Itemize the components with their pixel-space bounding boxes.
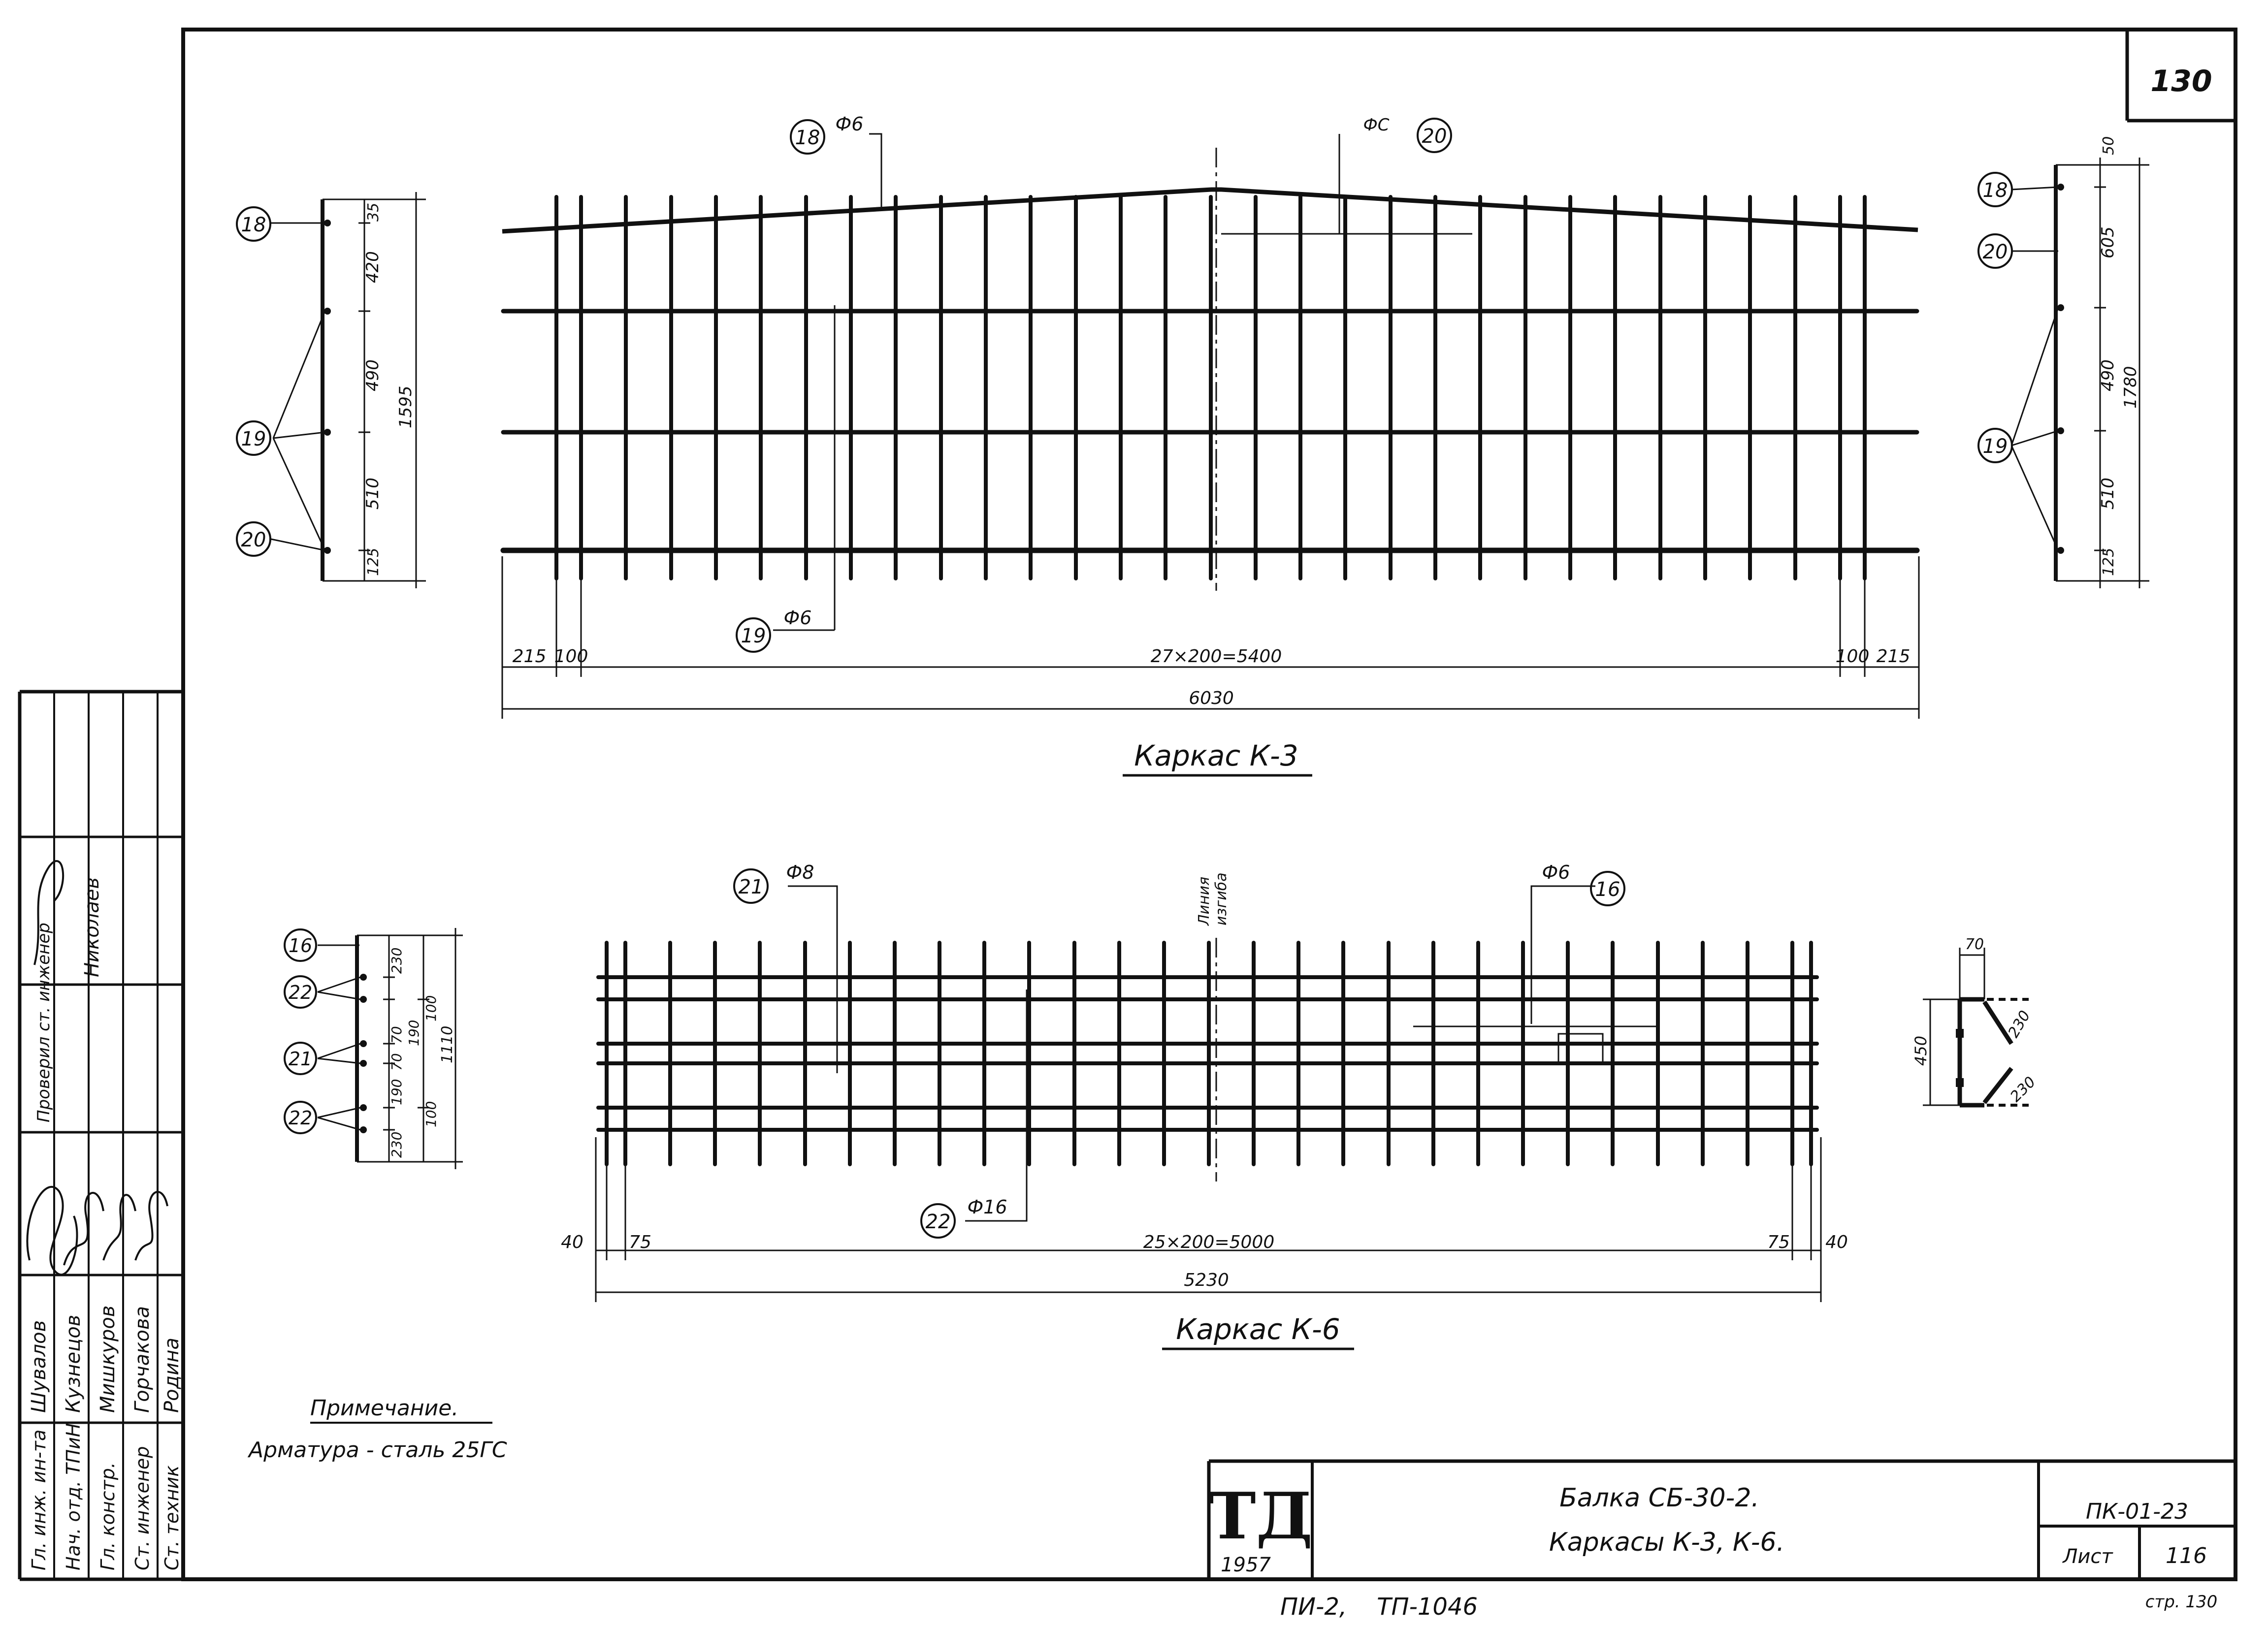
k3-right-callout-18: 18 [1982, 179, 2008, 202]
k3-left-dim-4: 510 [363, 478, 383, 510]
k3-right-callout-19: 19 [1982, 435, 2008, 458]
k3-dim-left-end: 215 [512, 646, 547, 667]
k6-dim-left-step: 75 [629, 1232, 651, 1252]
k3-right-dim-1: 50 [2100, 136, 2117, 155]
title-logo: ТД [1208, 1478, 1313, 1554]
k6-dim-middle: 25×200=5000 [1143, 1232, 1275, 1252]
k3-right-dim-2: 605 [2098, 226, 2118, 258]
svg-text:ФС: ФС [1363, 115, 1390, 135]
k3-dim-middle: 27×200=5400 [1150, 646, 1282, 667]
k6-dim-left-end: 40 [561, 1232, 583, 1252]
k3-right-section [1978, 136, 2149, 588]
k3-title: Каркас К-3 [1134, 739, 1298, 772]
k3-left-dim-2: 420 [363, 251, 383, 283]
k3-left-dim-1: 35 [365, 202, 382, 222]
stamp-names [28, 1306, 183, 1413]
stamp-name-3: Мишкуров [97, 1305, 119, 1413]
k6-section-dim-7: 100 [423, 1101, 439, 1127]
k6-bend-line-label-2: изгиба [1213, 872, 1230, 926]
detail-dim-diag-bottom: 230 [2007, 1073, 2040, 1106]
svg-text:Ф8: Ф8 [786, 862, 814, 883]
stamp-role-5: Ст. техник [161, 1465, 183, 1570]
frame-k3 [502, 134, 1919, 719]
k6-section-dim-5: 70 [389, 1053, 405, 1071]
sheet-number: 130 [2150, 64, 2212, 98]
k3-dim-right-step: 100 [1835, 646, 1870, 667]
title-line-1: Балка СБ-30-2. [1559, 1483, 1759, 1513]
detail-dim-width: 70 [1965, 936, 1984, 953]
stamp-name-1: Шувалов [28, 1320, 50, 1413]
k6-leader-line [1531, 886, 1595, 1024]
svg-text:20: 20 [1422, 125, 1447, 148]
stamp-roles [28, 1423, 183, 1570]
detail-dim-diag-top: 230 [2005, 1007, 2034, 1041]
k6-leader-line [965, 990, 1027, 1221]
k3-dim-total: 6030 [1189, 688, 1234, 708]
k3-left-callout-18: 18 [241, 214, 266, 236]
title-sheet-label: Лист [2063, 1545, 2113, 1568]
note-text: Арматура - сталь 25ГС [249, 1437, 507, 1463]
note-title: Примечание. [310, 1396, 459, 1421]
k3-right-dim-total: 1780 [2121, 366, 2140, 409]
title-sheet-value: 116 [2166, 1543, 2207, 1568]
svg-text:22: 22 [925, 1211, 951, 1233]
detail-dim-height: 450 [1912, 1035, 1930, 1066]
k6-callout-16 [1542, 862, 1624, 905]
k3-right-dim-3: 490 [2098, 359, 2118, 391]
k6-dim-right-end: 40 [1825, 1232, 1848, 1252]
k3-left-section [237, 192, 426, 588]
k6-section-dim-2: 100 [423, 995, 439, 1021]
k6-section-dim-total: 1110 [439, 1025, 456, 1063]
k3-right-callout-20: 20 [1982, 241, 2008, 263]
k3-left-dim-5: 125 [365, 547, 382, 576]
svg-text:Ф16: Ф16 [967, 1196, 1007, 1218]
k6-title: Каркас К-6 [1176, 1312, 1340, 1346]
svg-text:18: 18 [795, 127, 820, 149]
k6-bend-line-label-1: Линия [1196, 876, 1213, 926]
k3-left-dim-total: 1595 [396, 385, 416, 428]
k6-section-dim-6: 190 [389, 1079, 405, 1105]
title-line-2: Каркасы К-3, К-6. [1549, 1528, 1785, 1557]
k6-section-callout-22a: 22 [288, 982, 313, 1003]
k3-leader-line [869, 134, 881, 207]
k6-section-callout-21: 21 [288, 1048, 313, 1070]
k6-bent-bar-detail [1912, 936, 2039, 1106]
k6-dim-total: 5230 [1184, 1270, 1229, 1290]
k6-marker [1558, 1034, 1603, 1063]
k6-section-dim-1: 230 [389, 947, 405, 974]
k6-section-dim-4: 190 [406, 1020, 422, 1046]
stamp-check-name: Николаев [81, 877, 103, 977]
stamp-role-3: Гл. констр. [97, 1462, 119, 1570]
svg-text:Ф6: Ф6 [783, 607, 812, 629]
stamp-name-2: Кузнецов [62, 1314, 85, 1413]
footer-page: стр. 130 [2145, 1592, 2218, 1612]
stamp-name-4: Горчакова [131, 1306, 154, 1413]
k6-callout-22 [921, 1196, 1007, 1238]
title-year: 1957 [1221, 1554, 1271, 1576]
k6-section-dim-8: 230 [389, 1131, 405, 1158]
k6-section-callout-16: 16 [288, 935, 313, 957]
stamp-role-2: Нач. отд. ТПиН [63, 1423, 84, 1570]
svg-text:19: 19 [741, 625, 766, 647]
k3-left-callout-19: 19 [241, 428, 266, 450]
stamp-name-5: Родина [161, 1338, 183, 1413]
k6-dim-right-step: 75 [1767, 1232, 1790, 1252]
svg-text:21: 21 [738, 876, 764, 898]
svg-text:Ф6: Ф6 [835, 113, 864, 135]
k3-right-dim-4: 510 [2098, 478, 2118, 510]
k3-callout-20 [1363, 115, 1451, 152]
svg-text:16: 16 [1595, 878, 1620, 901]
k3-left-dim-3: 490 [363, 359, 383, 391]
stamp-role-1: Гл. инж. ин-та [28, 1429, 50, 1570]
k3-callout-18 [791, 113, 863, 154]
k6-callout-21 [734, 862, 814, 903]
k3-right-dim-5: 125 [2100, 547, 2117, 576]
k3-left-callout-20: 20 [241, 529, 266, 551]
k3-dim-left-step: 100 [554, 646, 588, 667]
title-code: ПК-01-23 [2085, 1499, 2189, 1524]
stamp-role-4: Ст. инженер [131, 1446, 153, 1570]
footer-ref: ПИ-2, ТП-1046 [1280, 1593, 1478, 1621]
k3-dim-right-end: 215 [1876, 646, 1911, 667]
svg-text:Ф6: Ф6 [1542, 862, 1570, 883]
k6-section-callout-22b: 22 [288, 1107, 313, 1129]
stamp-check-role: Проверил ст. инженер [34, 923, 54, 1122]
k6-section-dim-3: 70 [389, 1026, 405, 1044]
k6-section [285, 928, 463, 1169]
